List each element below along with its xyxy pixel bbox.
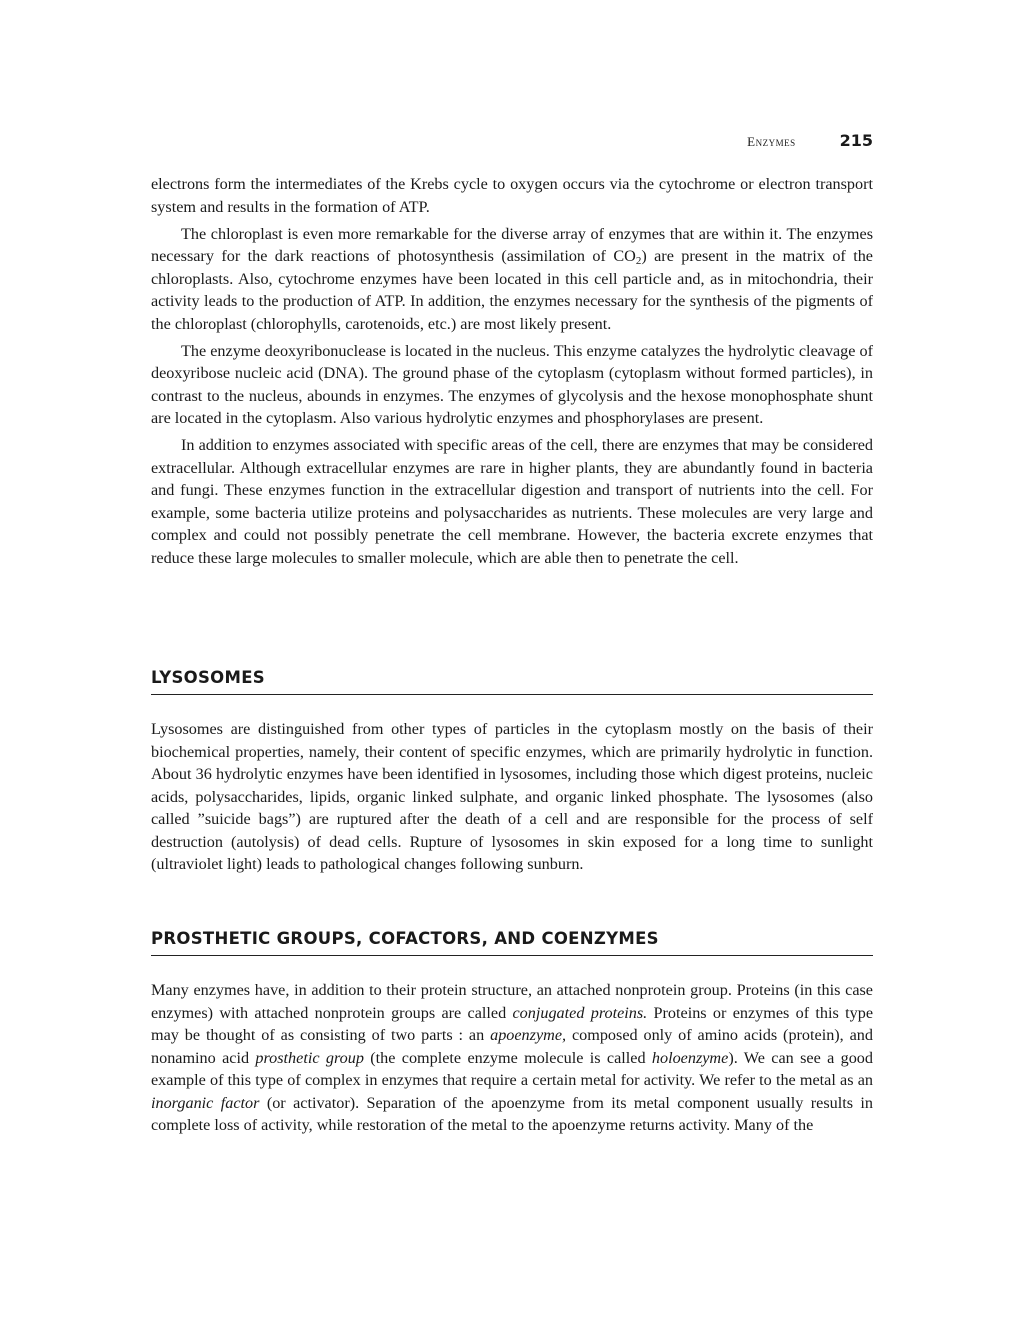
- paragraph-extracellular: In addition to enzymes associated with specific areas of the cell, there are enzymes that may be considered extracellular. Although extracellular enzymes are rare in higher plants, they are abundantly found in bacteria and fungi. These enzymes function in the extracellular digestion and transport of nutrients into the cell. For example, some bacteria utilize proteins and polysaccharides as nutrients. These molecules are very large and complex and could not possibly penetrate the cell membrane. However, the bacteria excrete enzymes that reduce these large molecules to smaller molecule, which are able then to penetrate the cell.: [151, 436, 873, 567]
- paragraph-krebs: electrons form the intermediates of the Krebs cycle to oxygen occurs via the cytochrome or electron transport system and results in the formation of ATP.: [151, 175, 873, 216]
- running-head: [151, 130, 873, 153]
- paragraph-nucleus: The enzyme deoxyribonuclease is located in the nucleus. This enzyme catalyzes the hydrolytic cleavage of deoxyribose nucleic acid (DNA). The ground phase of the cytoplasm (cytoplasm without formed particles), in contrast to the nucleus, abounds in enzymes. The enzymes of glycolysis and the hexose monophosphate shunt are located in the cytoplasm. Also various hydrolytic enzymes and phosphorylases are present.: [151, 341, 873, 427]
- paragraph-lysosomes: Lysosomes are distinguished from other types of particles in the cytoplasm mostly on the basis of their biochemical properties, namely, their content of specific enzymes, which are primarily hydrolytic in function. About 36 hydrolytic enzymes have been identified in lysosomes, including those which digest proteins, nucleic acids, polysaccharides, lipids, organic linked sulphate, and organic linked phosphate. The lysosomes (also called ”suicide bags”) are ruptured after the death of a cell and are responsible for the process of self destruction (autolysis) of dead cells. Rupture of lysosomes in skin exposed for a long time to sunlight (ultraviolet light) leads to pathological changes following sunburn.: [151, 720, 873, 873]
- term-holoenzyme: holoenzyme: [651, 1048, 729, 1067]
- term-inorganic-factor: inorganic factor: [151, 1093, 260, 1112]
- heading-lysosomes: LYSOSOMES: [151, 668, 873, 695]
- term-conjugated-proteins: conjugated proteins.: [512, 1003, 648, 1022]
- paragraph-chloroplast: The chloroplast is even more remarkable for the diverse array of enzymes that are within it. The enzymes necessary for the dark reactions of photosynthesis (assimilation of $CO_2$) are present in the matrix of the chloroplasts. Also, cytochrome enzymes have been located in this cell particle and, as in mitochondria, their activity leads to the production of ATP. In addition, the enzymes necessary for the synthesis of the pigments of the chloroplast (chlorophylls, carotenoids, etc.) are most likely present.: [151, 224, 873, 333]
- body-block-intro: [151, 173, 873, 569]
- body-block-prosthetic: [151, 979, 873, 1137]
- term-apoenzyme: apoenzyme,: [490, 1026, 567, 1044]
- term-prosthetic-group: prosthetic group: [255, 1048, 364, 1067]
- paragraph-prosthetic: Many enzymes have, in addition to their protein structure, an attached nonprotein group. Proteins (in this case enzymes) with attached nonprotein groups are called conjugated proteins. Proteins or enzymes of this type may be thought of as consisting of two parts : an apoenzyme, composed only of amino acids (protein), and nonamino acid prosthetic group (the complete enzyme molecule is called holoenzyme). We can see a good example of this type of complex in enzymes that require a certain metal for activity. We refer to the metal as an inorganic factor (or activator). Separation of the apoenzyme from its metal component usually results in complete loss of activity, while restoration of the metal to the apoenzyme returns activity. Many of the: [151, 981, 874, 1134]
- body-block-lysosomes: [151, 718, 873, 876]
- page-number: 215: [839, 131, 873, 150]
- running-head-title: Enzymes: [747, 134, 796, 149]
- heading-prosthetic-groups: PROSTHETIC GROUPS, COFACTORS, AND COENZYMES: [151, 929, 873, 956]
